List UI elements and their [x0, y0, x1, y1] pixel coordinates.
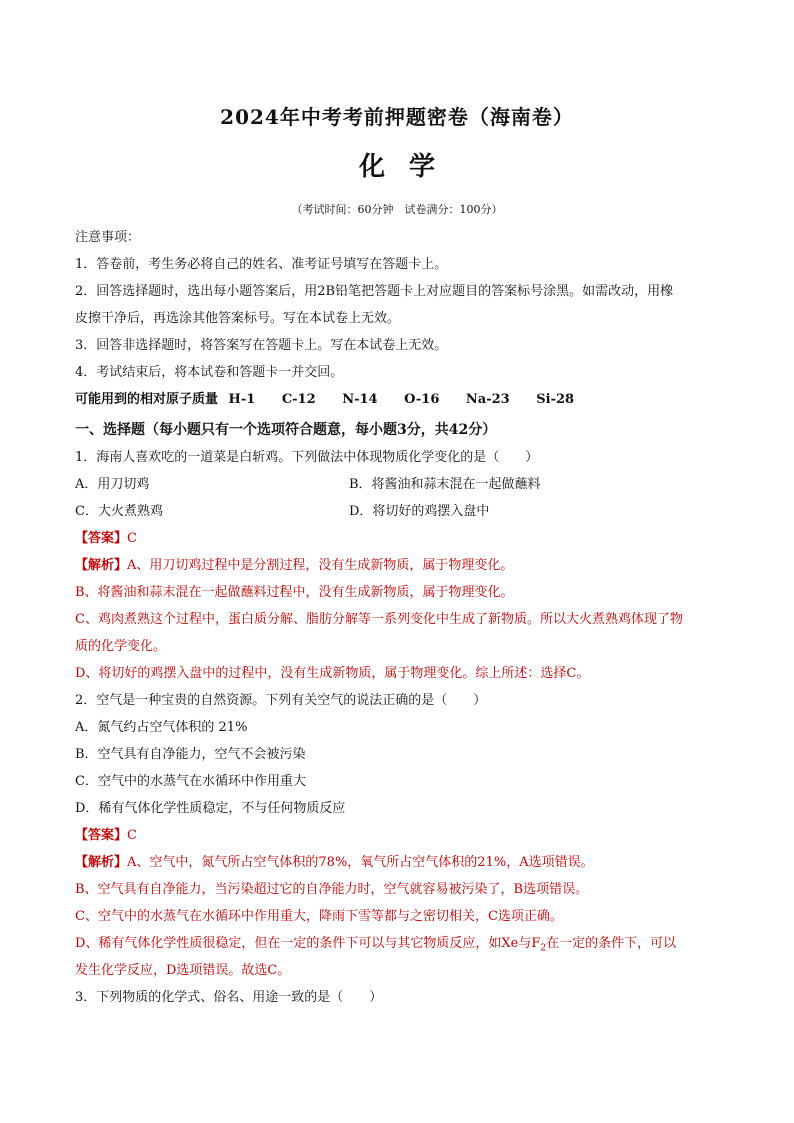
exam-info: （考试时间：60分钟 试卷满分：100分）	[291, 203, 503, 216]
exam-title: 2024年中考考前押题密卷（海南卷）	[220, 105, 574, 129]
q1-options-row2	[75, 498, 723, 525]
q2-stem: 2．空气是一种宝贵的自然资源。下列有关空气的说法正确的是（ ）	[75, 693, 487, 708]
q1-answer-value: C	[127, 531, 137, 546]
q1-answer-label: 【答案】	[75, 531, 128, 546]
q2-analysis-d	[75, 930, 723, 957]
q2-answer-value: C	[127, 828, 137, 843]
q3-stem: 3．下列物质的化学式、俗名、用途一致的是（ ）	[75, 990, 383, 1005]
q2-option-a: A．氮气约占空气体积的 21%	[75, 720, 248, 735]
q2-analysis-label: 【解析】	[75, 855, 128, 870]
q1-analysis-text-a: A、用刀切鸡过程中是分割过程，没有生成新物质，属于物理变化。	[127, 558, 514, 573]
q1-analysis-label: 【解析】	[75, 558, 128, 573]
q2-analysis-d-post: 在一定的条件下，可以	[546, 936, 677, 951]
q2-analysis-c: C、空气中的水蒸气在水循环中作用重大，降雨下雪等都与之密切相关，C选项正确。	[75, 909, 563, 924]
q2-answer	[75, 822, 723, 849]
exam-content	[75, 224, 723, 1011]
notice-item-3: 3．回答非选择题时，将答案写在答题卡上。写在本试卷上无效。	[75, 338, 448, 353]
q2-option-b: B．空气具有自净能力，空气不会被污染	[75, 747, 306, 762]
notice-item-2-cont: 皮擦干净后，再选涂其他答案标号。写在本试卷上无效。	[75, 311, 401, 326]
subject-title: 化学	[358, 152, 459, 182]
q2-option-c: C．空气中的水蒸气在水循环中作用重大	[75, 774, 306, 789]
notice-item-1: 1．答卷前，考生务必将自己的姓名、准考证号填写在答题卡上。	[75, 257, 448, 272]
q2-analysis-b: B、空气具有自净能力，当污染超过它的自净能力时，空气就容易被污染了，B选项错误。	[75, 882, 589, 897]
notice-item-2: 2．回答选择题时，选出每小题答案后，用2B铅笔把答题卡上对应题目的答案标号涂黑。如需改动，用橡	[75, 284, 674, 299]
atomic-mass-o: O-16	[404, 392, 440, 407]
q1-option-a: A．用刀切鸡	[75, 477, 150, 492]
q1-stem: 1．海南人喜欢吃的一道菜是白斩鸡。下列做法中体现物质化学变化的是（ ）	[75, 450, 539, 465]
q1-analysis-d: D、将切好的鸡摆入盘中的过程中，没有生成新物质，属于物理变化。综上所述：选择C。	[75, 666, 590, 681]
atomic-mass-c: C-12	[281, 392, 316, 407]
q1-analysis-b: B、将酱油和蒜末混在一起做蘸料过程中，没有生成新物质，属于物理变化。	[75, 585, 514, 600]
q1-analysis-c-cont: 质的化学变化。	[75, 639, 167, 654]
atomic-masses-label: 可能用到的相对原子质量	[75, 392, 219, 407]
section-heading: 一、选择题（每小题只有一个选项符合题意，每小题3分，共42分）	[75, 422, 497, 438]
q2-analysis-a	[75, 849, 723, 876]
atomic-mass-na: Na-23	[465, 392, 510, 407]
q1-answer	[75, 525, 723, 552]
notice-heading: 注意事项：	[75, 230, 141, 245]
q1-option-d: D．将切好的鸡摆入盘中	[349, 504, 490, 519]
atomic-mass-h: H-1	[228, 392, 256, 407]
notice-item-4: 4．考试结束后，将本试卷和答题卡一并交回。	[75, 365, 344, 380]
q1-options-row1	[75, 471, 723, 498]
q2-analysis-text-a: A、空气中，氮气所占空气体积的78%，氧气所占空气体积的21%，A选项错误。	[127, 855, 594, 870]
atomic-mass-si: Si-28	[536, 392, 575, 407]
q2-analysis-d-pre: D、稀有气体化学性质很稳定，但在一定的条件下可以与其它物质反应，如Xe与F	[75, 936, 541, 951]
q2-analysis-d-sub: 2	[540, 943, 547, 954]
q1-analysis-a	[75, 552, 723, 579]
q1-option-c: C．大火煮熟鸡	[75, 504, 163, 519]
atomic-masses	[75, 386, 723, 413]
q2-analysis-d-cont: 发生化学反应，D选项错误。故选C。	[75, 963, 291, 978]
atomic-mass-n: N-14	[342, 392, 378, 407]
q1-option-b: B．将酱油和蒜末混在一起做蘸料	[349, 477, 541, 492]
q2-option-d: D．稀有气体化学性质稳定，不与任何物质反应	[75, 801, 346, 816]
q2-answer-label: 【答案】	[75, 828, 128, 843]
q1-analysis-c: C、鸡肉煮熟这个过程中，蛋白质分解、脂肪分解等一系列变化中生成了新物质。所以大火煮熟鸡体现了物	[75, 612, 683, 627]
